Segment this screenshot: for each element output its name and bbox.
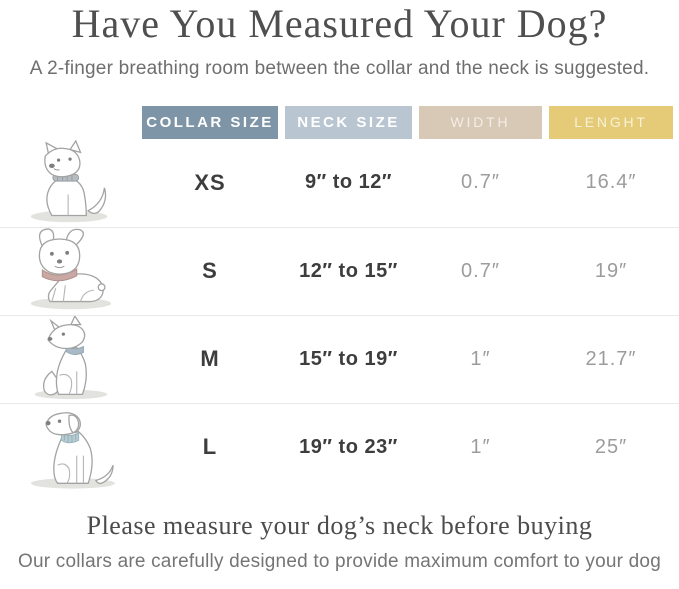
table-row — [0, 227, 679, 315]
neck-size-value: 15″ to 19″ — [299, 347, 398, 370]
column-header-width: WIDTH — [419, 106, 542, 139]
xs-row-values — [142, 170, 673, 196]
page-subtitle: A 2-finger breathing room between the collar and the neck is suggested. — [29, 57, 650, 79]
column-header-length: LENGHT — [549, 106, 673, 139]
length-value: 19″ — [594, 259, 628, 282]
small-terrier-dog-illustration — [13, 140, 129, 226]
column-header-collar-size: COLLAR SIZE — [142, 106, 278, 139]
length-value: 16.4″ — [585, 171, 637, 194]
page-title: Have You Measured Your Dog? — [71, 1, 608, 46]
table-row — [0, 403, 679, 491]
table-row — [0, 139, 679, 227]
table-row — [0, 315, 679, 403]
s-dog-cell — [0, 228, 142, 314]
width-value: 0.7″ — [461, 259, 500, 282]
width-value: 1″ — [470, 435, 491, 458]
l-row-values — [142, 434, 673, 460]
labrador-dog-illustration — [13, 404, 129, 490]
width-value: 0.7″ — [461, 171, 500, 194]
collar-size-value: XS — [194, 169, 226, 195]
width-value: 1″ — [470, 347, 491, 370]
length-value: 25″ — [594, 435, 628, 458]
length-value: 21.7″ — [585, 347, 637, 370]
collar-size-value: S — [202, 258, 218, 284]
neck-size-value: 12″ to 15″ — [299, 259, 398, 282]
m-dog-cell — [0, 316, 142, 402]
m-row-values — [142, 346, 673, 372]
column-header-neck-size: NECK SIZE — [285, 106, 412, 139]
neck-size-value: 19″ to 23″ — [299, 435, 398, 458]
footer-title: Please measure your dog’s neck before buying — [86, 510, 593, 540]
neck-size-value: 9″ to 12″ — [304, 171, 393, 194]
footer-subtitle: Our collars are carefully designed to provide maximum comfort to your dog — [18, 550, 661, 572]
footer — [0, 511, 679, 573]
xs-dog-cell — [0, 140, 142, 226]
collar-size-value: M — [200, 346, 220, 372]
l-dog-cell — [0, 404, 142, 490]
size-table — [0, 106, 679, 491]
table-header-row — [0, 106, 679, 139]
french-bulldog-illustration — [13, 228, 129, 314]
medium-dog-illustration — [13, 316, 129, 402]
s-row-values — [142, 258, 673, 284]
collar-size-value: L — [202, 434, 218, 460]
